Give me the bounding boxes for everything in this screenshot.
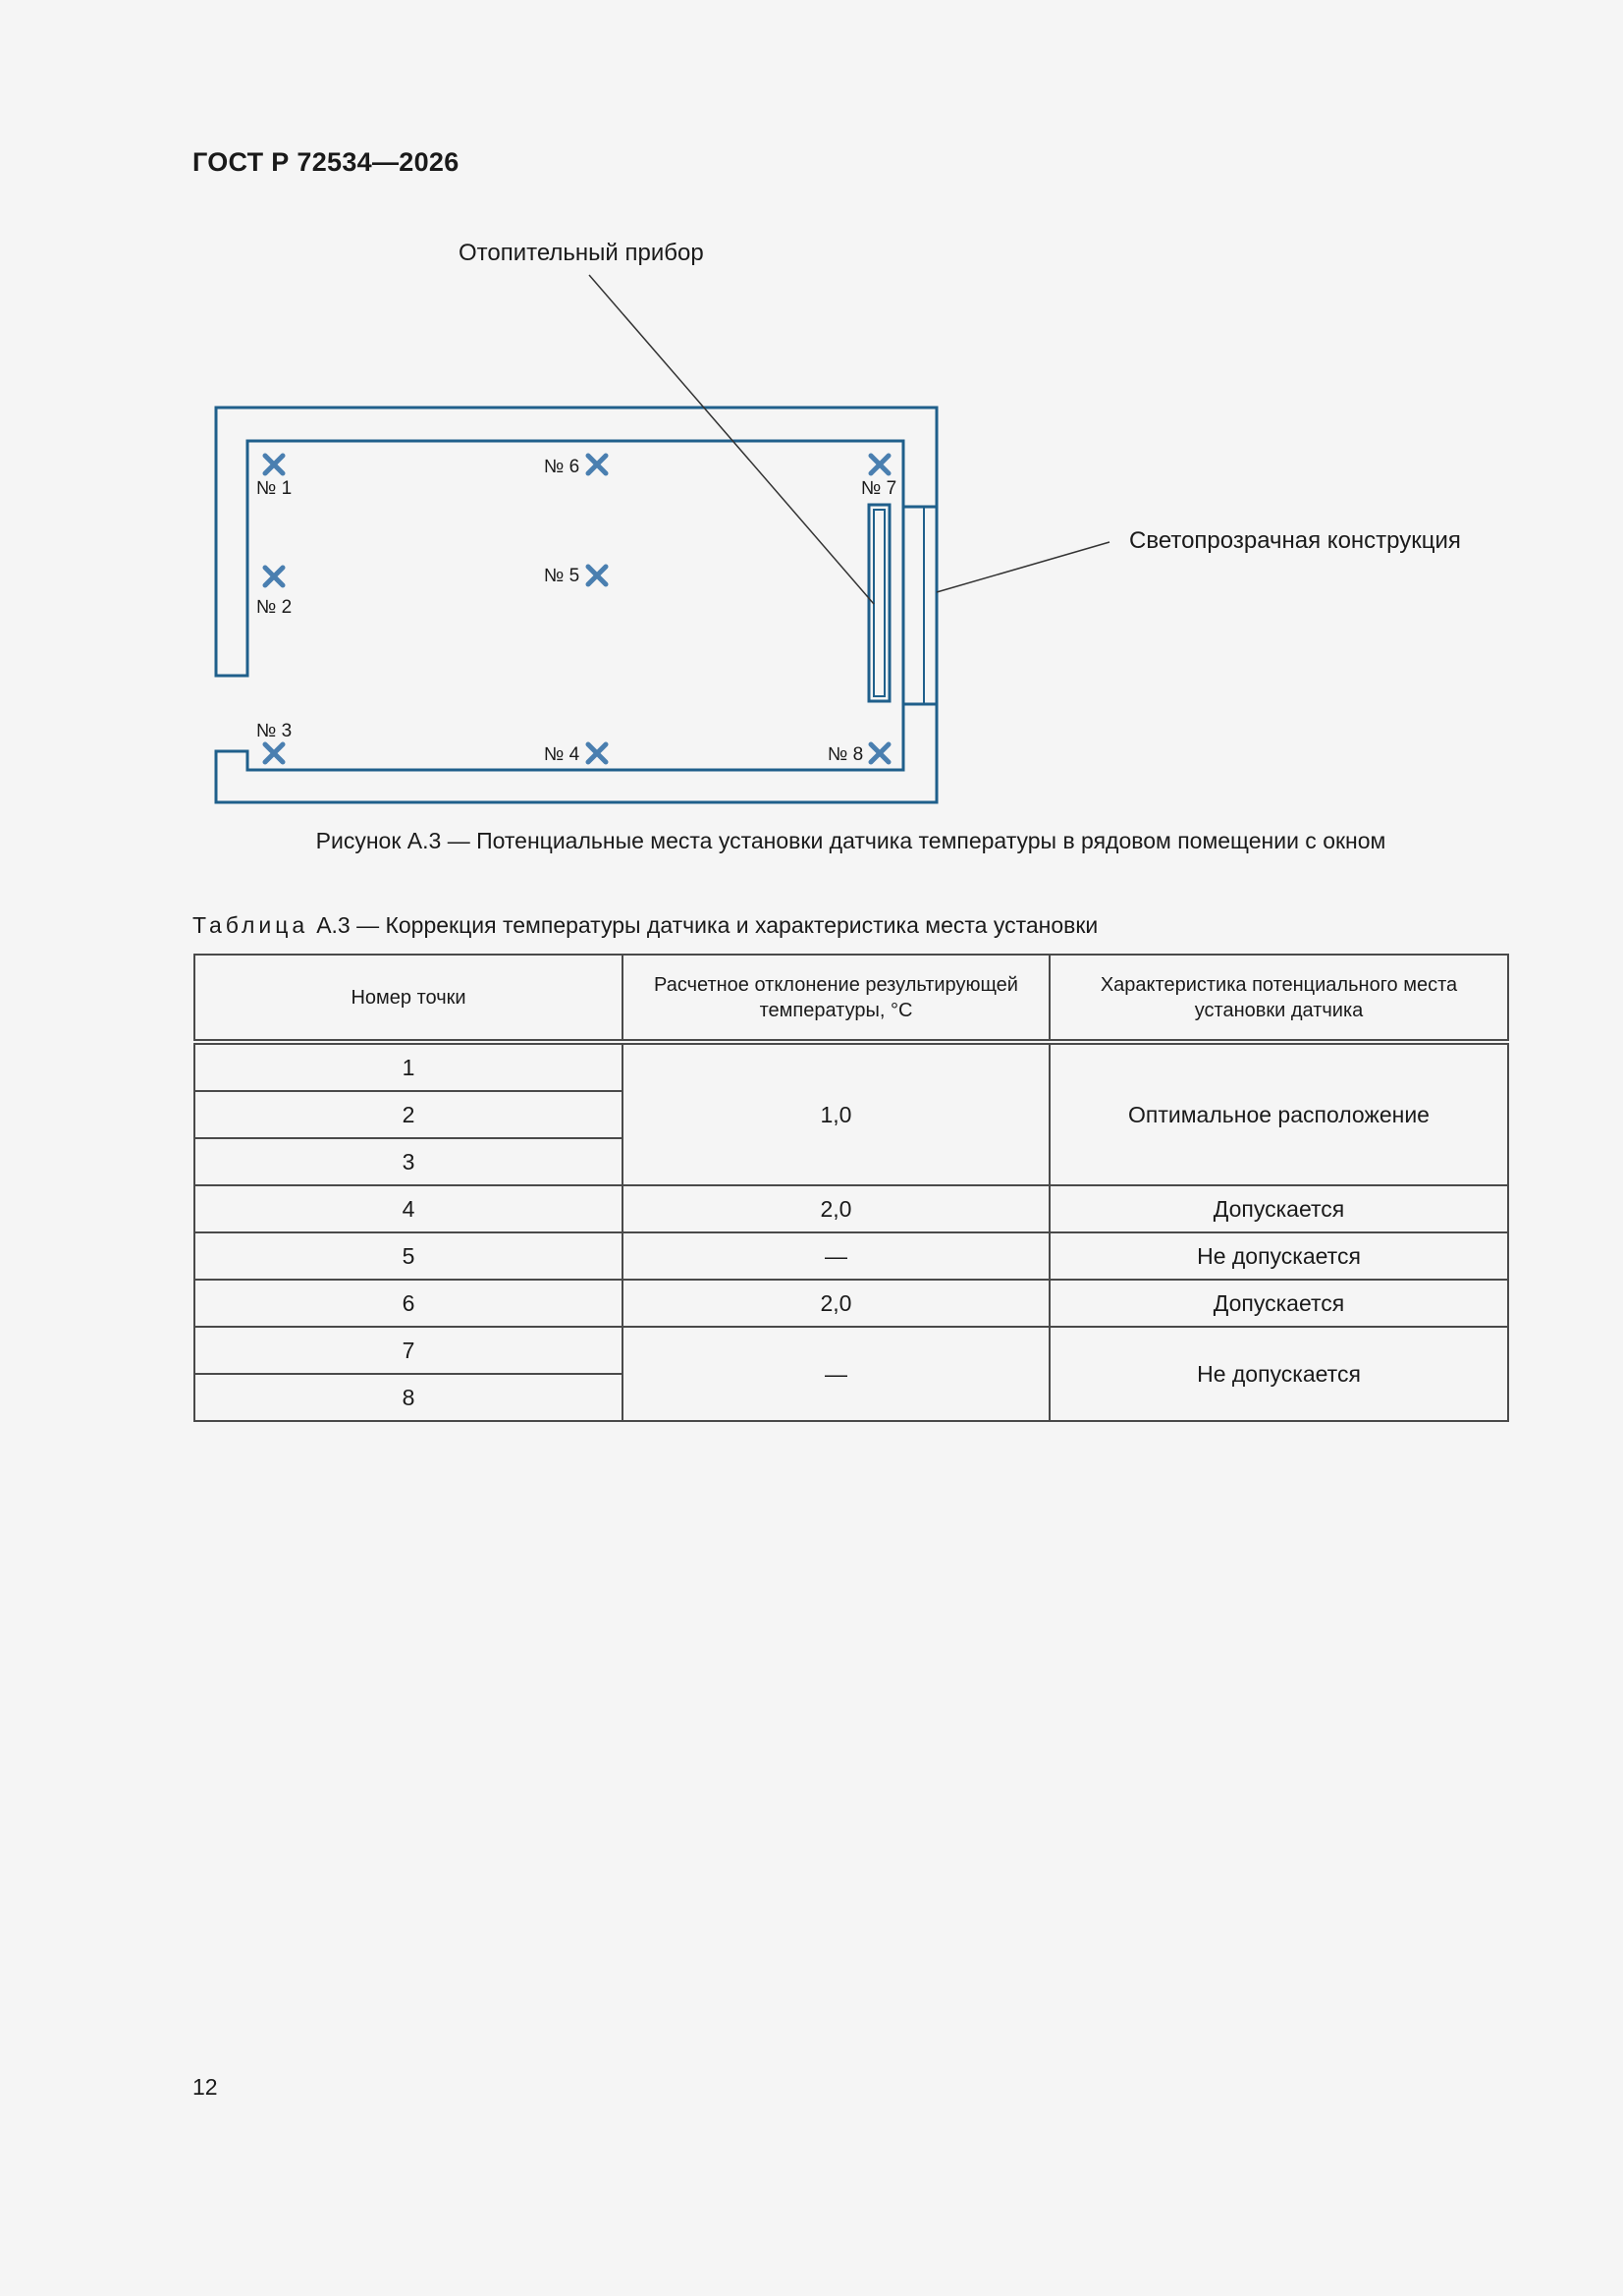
point-cell: 7	[194, 1327, 622, 1374]
point-marker	[265, 568, 283, 585]
point-cell: 8	[194, 1374, 622, 1421]
point-marker	[588, 744, 606, 762]
characteristic-cell: Допускается	[1050, 1185, 1508, 1232]
table-row	[194, 1042, 1508, 1091]
point-cell: 2	[194, 1091, 622, 1138]
table-title-text: А.3 — Коррекция температуры датчика и характеристика места установки	[316, 912, 1099, 938]
deviation-cell: 2,0	[622, 1280, 1050, 1327]
point-marker	[265, 744, 283, 762]
point-marker	[265, 456, 283, 473]
table-row	[194, 1327, 1508, 1374]
header-characteristic: Характеристика потенциального места установки датчика	[1050, 955, 1508, 1042]
table-row	[194, 1185, 1508, 1232]
deviation-cell: 2,0	[622, 1185, 1050, 1232]
characteristic-cell: Не допускается	[1050, 1232, 1508, 1280]
table-row	[194, 1280, 1508, 1327]
page-number: 12	[192, 2074, 218, 2100]
header-deviation: Расчетное отклонение результирующей температуры, °С	[622, 955, 1050, 1042]
correction-table	[193, 954, 1509, 1422]
document-code: ГОСТ Р 72534—2026	[192, 147, 460, 177]
point-cell: 3	[194, 1138, 622, 1185]
point-marker	[588, 567, 606, 584]
table-title-prefix: Таблица	[192, 912, 309, 938]
header-point-number: Номер точки	[194, 955, 622, 1042]
point-marker	[588, 456, 606, 473]
room-walls	[216, 408, 937, 676]
window-label: Светопрозрачная конструкция	[1129, 527, 1461, 554]
figure-caption: Рисунок А.3 — Потенциальные места установки датчика температуры в рядовом помещении с окном	[315, 828, 1386, 853]
heater-label: Отопительный прибор	[459, 240, 704, 266]
table-row	[194, 1232, 1508, 1280]
point-cell: 1	[194, 1042, 622, 1091]
point-cell: 6	[194, 1280, 622, 1327]
characteristic-cell: Не допускается	[1050, 1327, 1508, 1421]
room-plan-figure	[0, 0, 1623, 884]
point-label: № 6	[544, 457, 580, 477]
window-leader-line	[937, 542, 1109, 592]
point-marker	[871, 744, 889, 762]
point-marker	[871, 456, 889, 473]
point-label: № 3	[256, 721, 293, 741]
deviation-cell: 1,0	[622, 1042, 1050, 1185]
point-label: № 8	[828, 744, 864, 765]
deviation-cell: —	[622, 1327, 1050, 1421]
point-label: № 7	[861, 478, 897, 499]
deviation-cell: —	[622, 1232, 1050, 1280]
table-header-row	[194, 955, 1508, 1042]
table-title	[192, 912, 1098, 939]
window-structure	[903, 507, 937, 704]
point-label: № 1	[256, 478, 293, 499]
point-label: № 2	[256, 597, 293, 618]
point-label: № 5	[544, 566, 580, 586]
characteristic-cell: Оптимальное расположение	[1050, 1042, 1508, 1185]
point-cell: 5	[194, 1232, 622, 1280]
point-label: № 4	[544, 744, 580, 765]
point-cell: 4	[194, 1185, 622, 1232]
characteristic-cell: Допускается	[1050, 1280, 1508, 1327]
